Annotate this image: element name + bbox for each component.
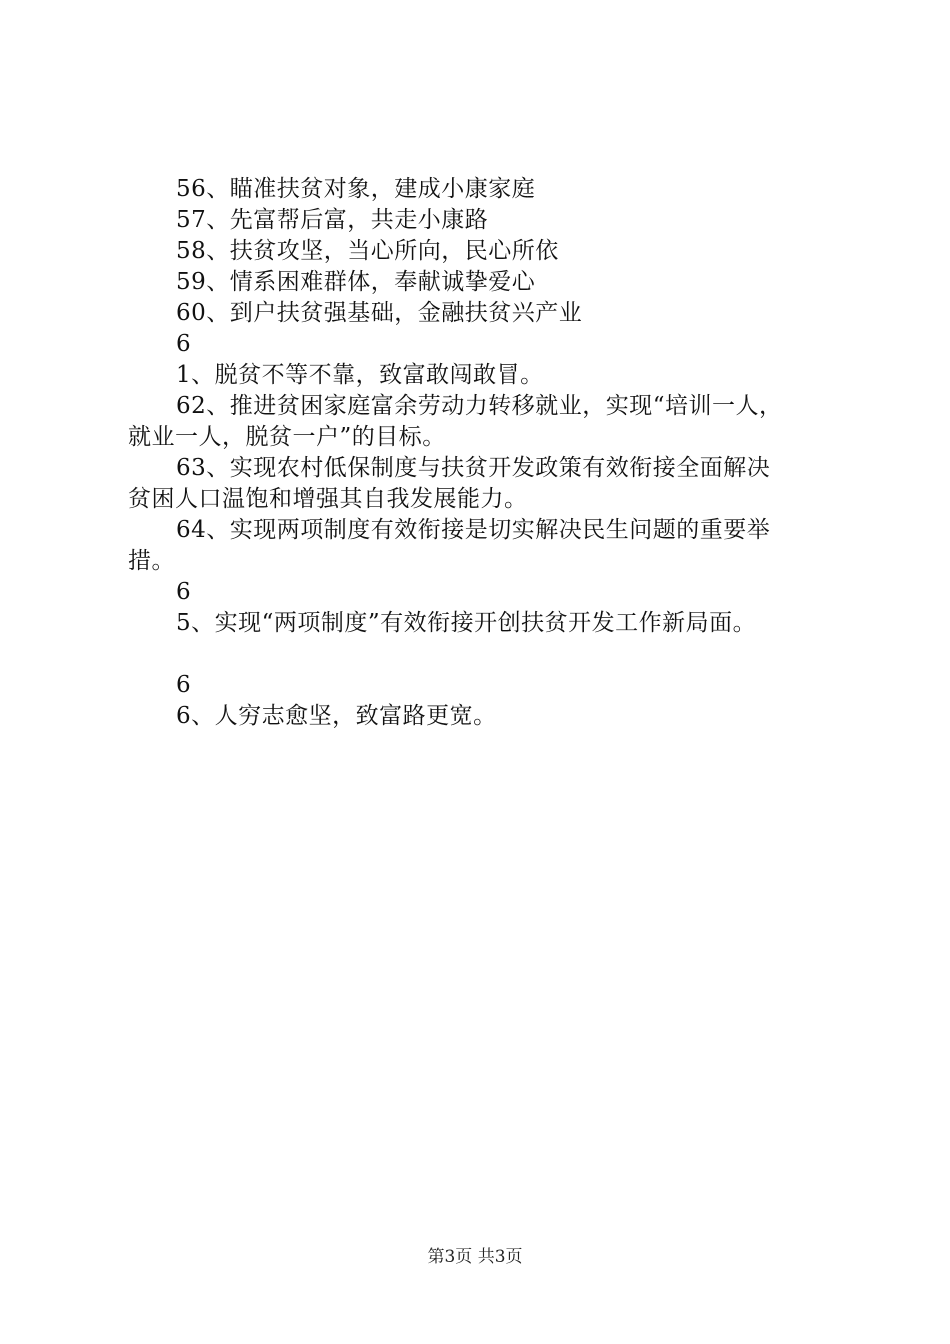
text-line: 62、推进贫困家庭富余劳动力转移就业，实现“培训一人， — [176, 393, 783, 419]
text-line: 5、实现“两项制度”有效衔接开创扶贫开发工作新局面。 — [176, 610, 757, 636]
text-line: 6 — [176, 331, 192, 357]
text-line: 6 — [176, 579, 192, 605]
text-line: 64、实现两项制度有效衔接是切实解决民生问题的重要举 — [176, 517, 771, 543]
text-line: 63、实现农村低保制度与扶贫开发政策有效衔接全面解决 — [176, 455, 771, 481]
page-footer: 第3页 共3页 — [427, 1247, 523, 1267]
text-line: 58、扶贫攻坚，当心所向，民心所依 — [176, 238, 559, 264]
document-body — [128, 174, 838, 732]
text-line: 贫困人口温饱和增强其自我发展能力。 — [128, 486, 528, 512]
text-line: 措。 — [128, 548, 175, 574]
text-line: 59、情系困难群体，奉献诚挚爱心 — [176, 269, 536, 295]
text-line: 56、瞄准扶贫对象，建成小康家庭 — [176, 176, 536, 202]
text-line: 57、先富帮后富，共走小康路 — [176, 207, 489, 233]
blank-line — [128, 639, 838, 670]
text-line: 6 — [176, 672, 192, 698]
text-line: 1、脱贫不等不靠，致富敢闯敢冒。 — [176, 362, 544, 388]
text-line: 就业一人，脱贫一户”的目标。 — [128, 424, 446, 450]
text-line: 6、人穷志愈坚，致富路更宽。 — [176, 703, 497, 729]
text-line: 60、到户扶贫强基础，金融扶贫兴产业 — [176, 300, 583, 326]
